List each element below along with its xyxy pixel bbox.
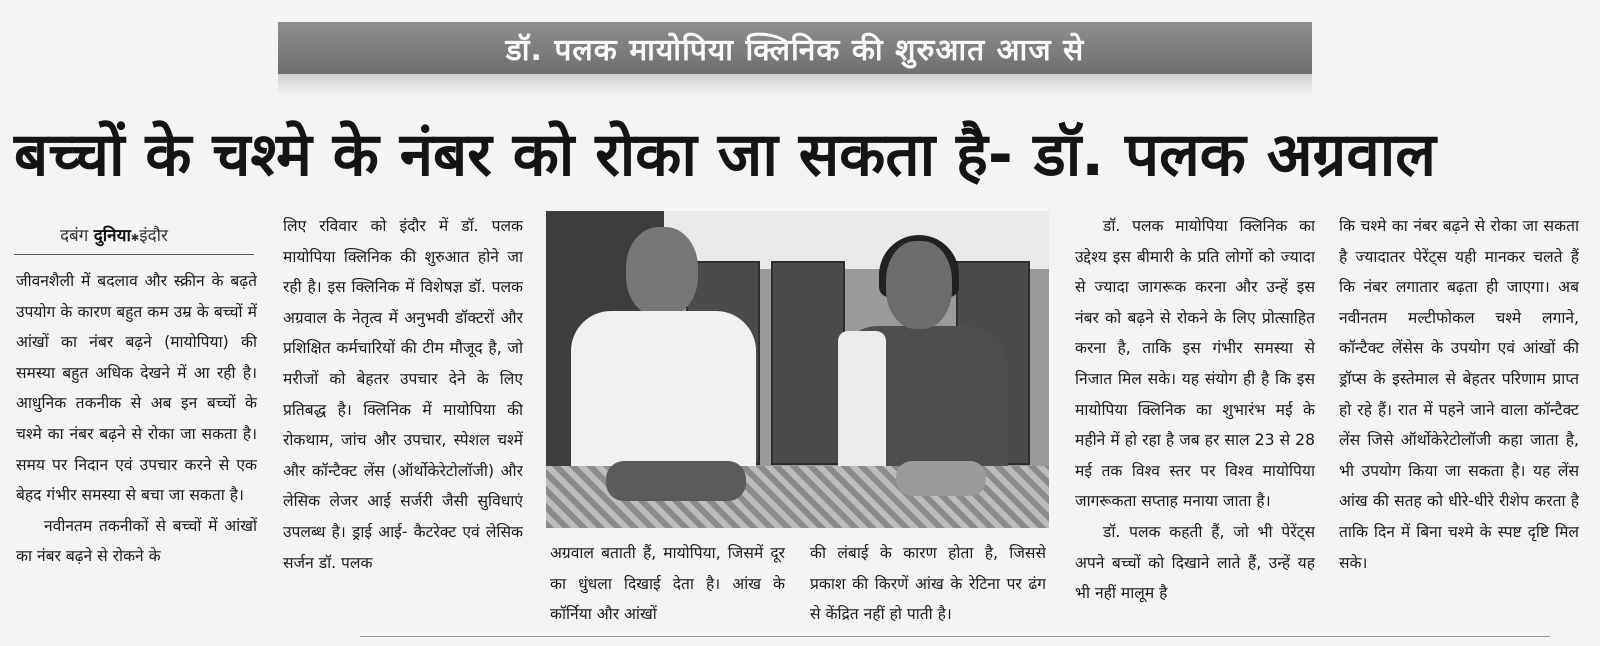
photo-man-head	[626, 227, 698, 317]
paragraph: जीवनशैली में बदलाव और स्क्रीन के बढ़ते उपयोग के कारण बहुत कम उम्र के बच्चों में आंखों का नंबर बढ़ने (मायोपिया) की समस्या बहुत अधिक देखने में आ रही है। आधुनिक तकनीक से अब इन बच्चों के चश्मे का नंबर बढ़ने से रोका जा सकता है। समय पर निदान एवं उपचार करने से एक बेहद गंभीर समस्या से बचा जा सकता है।	[16, 272, 257, 505]
photo-woman-head	[886, 241, 952, 329]
kicker-shadow	[278, 74, 1312, 96]
article-column-6	[1339, 211, 1579, 631]
paragraph: की लंबाई के कारण होता है, जिससे प्रकाश की किरणें आंख के रेटिना पर ढंग से केंद्रित नहीं हो पाती है।	[810, 544, 1046, 624]
article-column-1	[16, 266, 257, 626]
paragraph: डॉ. पलक कहती हैं, जो भी पेरेंट्स अपने बच्चों को दिखाने लाते हैं, उन्हें यह भी नहीं मालूम है	[1075, 522, 1315, 603]
byline-rule	[14, 254, 254, 255]
article-column-3	[550, 538, 785, 630]
paragraph: लिए रविवार को इंदौर में डॉ. पलक मायोपिया क्लिनिक की शुरुआत होने जा रही है। इस क्लिनिक में विशेषज्ञ डॉ. पलक अग्रवाल के नेतृत्व में अनुभवी डॉक्टरों और प्रशिक्षित कर्मचारियों की टीम मौजूद है, जो मरीजों को बेहतर उपचार देने के लिए प्रतिबद्ध है। क्लिनिक में मायोपिया की रोकथाम, जांच और उपचार, स्पेशल चश्में और कॉन्टैक्ट लेंस (ऑर्थोकेरेटोलॉजी) और लेसिक लेजर आई सर्जरी जैसी सुविधाएं उपलब्ध है। ड्राई आई- कैटरेक्ट एवं लेसिक सर्जन डॉ. पलक	[283, 217, 523, 572]
photo-man-arms	[606, 461, 746, 501]
photo-chair	[771, 261, 845, 465]
article-column-4	[810, 538, 1046, 630]
paragraph: कि चश्मे का नंबर बढ़ने से रोका जा सकता है ज्यादातर पेरेंट्स यही मानकर चलते हैं कि नंबर लगातार बढ़ता ही जाएगा। अब नवीनतम मल्टीफोकल चश्मे लगाने, कॉन्टैक्ट लेंसेस के उपयोग एवं आंखों की ड्रॉप्स के इस्तेमाल से बेहतर परिणाम प्राप्त हो रहे हैं। रात में पहने जाने वाला कॉन्टैक्ट लेंस जिसे ऑर्थोकेरेटोलॉजी कहा जाता है, भी उपयोग किया जा सकता है। यह लेंस आंख की सतह को धीरे-धीरे रीशेप करता है ताकि दिन में बिना चश्मे के स्पष्ट दृष्टि मिल सके।	[1339, 217, 1579, 572]
photo-woman-scarf	[838, 331, 886, 481]
byline-location: इंदौर	[139, 226, 168, 246]
paragraph: नवीनतम तकनीकों से बच्चों में आंखों का नंबर बढ़ने से रोकने के	[16, 516, 257, 566]
byline-brand: दुनिया	[93, 226, 131, 246]
kicker-banner: डॉ. पलक मायोपिया क्लिनिक की शुरुआत आज से	[278, 22, 1312, 74]
bottom-rule	[360, 636, 1550, 637]
article-column-5	[1075, 211, 1315, 631]
byline-prefix: दबंग	[60, 226, 89, 246]
paragraph: डॉ. पलक मायोपिया क्लिनिक का उद्देश्य इस बीमारी के प्रति लोगों को ज्यादा से ज्यादा जागरूक करना और उन्हें इस नंबर को बढ़ने से रोकने के लिए प्रोत्साहित करना है, ताकि इस गंभीर समस्या से निजात मिल सके। यह संयोग ही है कि इस मायोपिया क्लिनिक का शुभारंभ मई के महीने में हो रहा है जब हर साल 23 से 28 मई तक विश्व स्तर पर विश्व मायोपिया जागरूकता सप्ताह मनाया जाता है।	[1075, 217, 1315, 511]
byline	[60, 223, 250, 249]
article-photo	[546, 211, 1049, 528]
headline: बच्चों के चश्मे के नंबर को रोका जा सकता है- डॉ. पलक अग्रवाल	[14, 120, 1436, 190]
article-column-2	[283, 211, 523, 631]
brand-star-icon: ✱	[130, 233, 140, 244]
photo-woman-hands	[896, 461, 986, 496]
paragraph: अग्रवाल बताती हैं, मायोपिया, जिसमें दूर का धुंधला दिखाई देता है। आंख के कॉर्निया और आंखों	[550, 544, 785, 624]
